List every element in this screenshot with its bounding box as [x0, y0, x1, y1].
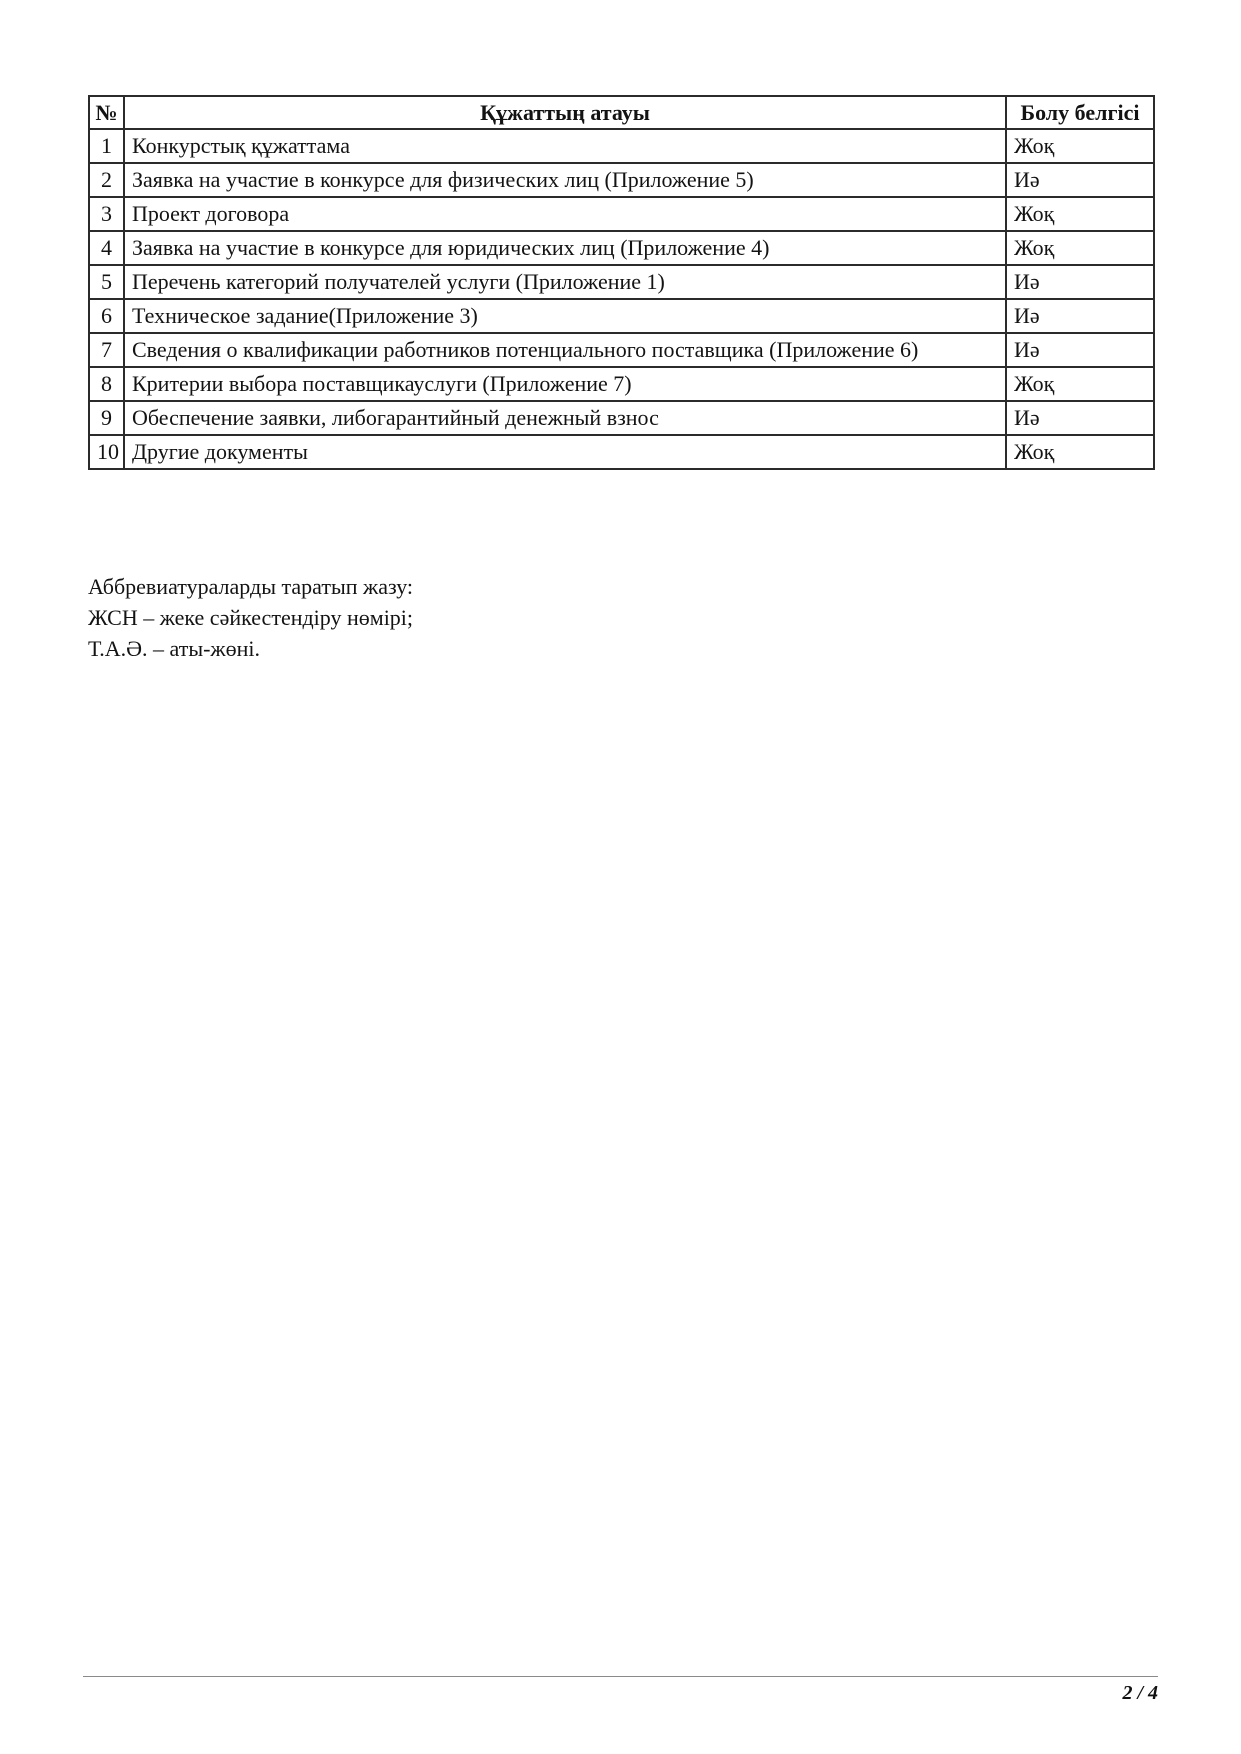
row-document-name: Проект договора — [124, 197, 1006, 231]
row-presence-mark: Иә — [1006, 401, 1154, 435]
row-presence-mark: Жоқ — [1006, 129, 1154, 163]
row-presence-mark: Иә — [1006, 163, 1154, 197]
table-row — [89, 435, 1154, 469]
row-number: 8 — [89, 367, 124, 401]
table-row — [89, 333, 1154, 367]
table-row — [89, 401, 1154, 435]
table-row — [89, 299, 1154, 333]
row-presence-mark: Иә — [1006, 265, 1154, 299]
table-row — [89, 163, 1154, 197]
table-row — [89, 129, 1154, 163]
row-document-name: Другие документы — [124, 435, 1006, 469]
row-number: 7 — [89, 333, 124, 367]
documents-table — [88, 95, 1155, 470]
footer-divider — [83, 1676, 1158, 1677]
row-document-name: Заявка на участие в конкурсе для физических лиц (Приложение 5) — [124, 163, 1006, 197]
row-document-name: Перечень категорий получателей услуги (Приложение 1) — [124, 265, 1006, 299]
row-number: 2 — [89, 163, 124, 197]
row-document-name: Конкурстық құжаттама — [124, 129, 1006, 163]
row-document-name: Обеспечение заявки, либогарантийный денежный взнос — [124, 401, 1006, 435]
table-header-row — [89, 96, 1154, 129]
header-number: № — [89, 96, 124, 129]
abbreviations-title: Аббревиатураларды таратып жазу: — [88, 574, 414, 599]
abbreviation-tae: Т.А.Ә. – аты-жөні. — [88, 636, 261, 661]
row-document-name: Заявка на участие в конкурсе для юридических лиц (Приложение 4) — [124, 231, 1006, 265]
abbreviation-zhsn: ЖСН – жеке сәйкестендіру нөмірі; — [88, 605, 414, 630]
table-row — [89, 265, 1154, 299]
row-number: 6 — [89, 299, 124, 333]
row-presence-mark: Иә — [1006, 333, 1154, 367]
table-row — [89, 231, 1154, 265]
row-presence-mark: Жоқ — [1006, 231, 1154, 265]
row-document-name: Сведения о квалификации работников потенциального поставщика (Приложение 6) — [124, 333, 1006, 367]
row-number: 5 — [89, 265, 124, 299]
row-number: 10 — [89, 435, 124, 469]
row-presence-mark: Жоқ — [1006, 367, 1154, 401]
header-document-name: Құжаттың атауы — [124, 96, 1006, 129]
row-number: 4 — [89, 231, 124, 265]
page-number: 2 / 4 — [1122, 1682, 1158, 1704]
row-presence-mark: Иә — [1006, 299, 1154, 333]
row-presence-mark: Жоқ — [1006, 197, 1154, 231]
table-row — [89, 367, 1154, 401]
row-number: 1 — [89, 129, 124, 163]
row-presence-mark: Жоқ — [1006, 435, 1154, 469]
row-number: 9 — [89, 401, 124, 435]
header-presence-mark: Болу белгісі — [1006, 96, 1154, 129]
abbreviations-block — [88, 571, 413, 664]
row-document-name: Критерии выбора поставщикауслуги (Приложение 7) — [124, 367, 1006, 401]
row-document-name: Техническое задание(Приложение 3) — [124, 299, 1006, 333]
row-number: 3 — [89, 197, 124, 231]
table-row — [89, 197, 1154, 231]
